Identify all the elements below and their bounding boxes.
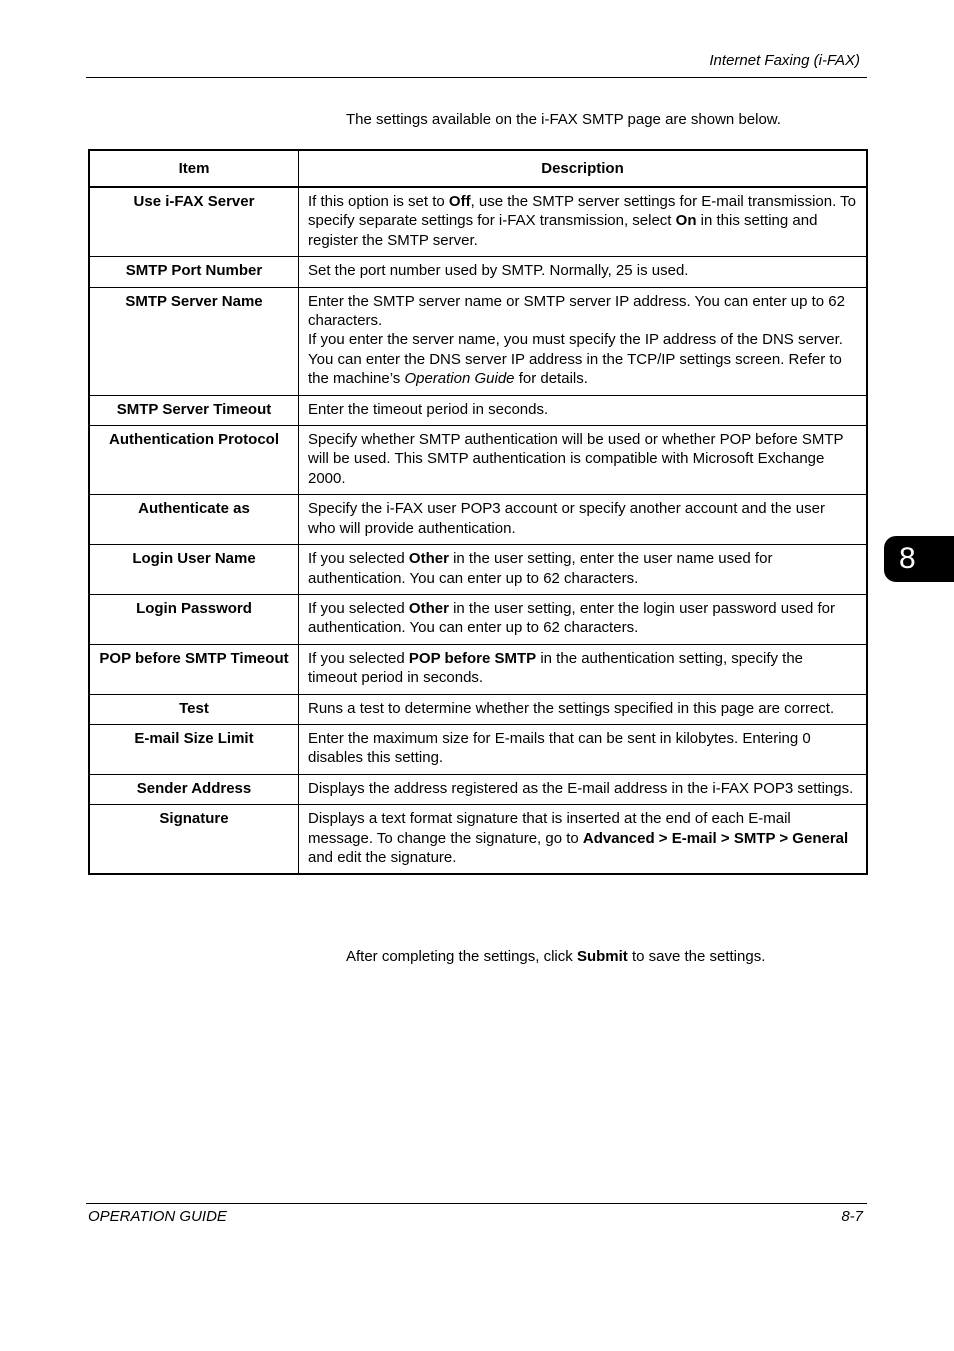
- text-run: , use the SMTP server settings for E-mail transmission. To specify separate settings for i-FAX transmission, select: [308, 193, 856, 230]
- footer-rule: [86, 1203, 867, 1204]
- running-header-title: Internet Faxing (i-FAX): [709, 52, 860, 69]
- setting-description: [299, 644, 868, 694]
- table-row: [89, 724, 867, 774]
- text-run: If you selected: [308, 649, 409, 667]
- column-header-description: Description: [299, 150, 868, 187]
- text-run: If this option is set to: [308, 193, 449, 210]
- italic-term: Operation Guide: [404, 370, 515, 388]
- footer-guide-title: OPERATION GUIDE: [88, 1208, 227, 1225]
- intro-text: The settings available on the i-FAX SMTP page are shown below.: [346, 111, 781, 128]
- bold-term: Other: [408, 550, 449, 568]
- text-run: Enter the maximum size for E-mails that can be sent in kilobytes. Entering 0 disables this setting.: [308, 729, 811, 767]
- text-run: and edit the signature.: [308, 848, 457, 866]
- setting-description: [299, 395, 868, 425]
- page-number: 8-7: [841, 1208, 863, 1225]
- setting-name: Test: [89, 694, 299, 724]
- text-run: for details.: [514, 370, 588, 388]
- setting-name: POP before SMTP Timeout: [89, 644, 299, 694]
- bold-term: On: [675, 212, 697, 230]
- text-run: to save the settings.: [627, 948, 766, 965]
- bold-term: Other: [408, 599, 449, 617]
- setting-description: [299, 257, 868, 287]
- table-row: [89, 774, 867, 804]
- setting-description: [299, 187, 868, 257]
- text-run: in the authentication setting, specify the timeout period in seconds.: [308, 649, 804, 687]
- setting-description: [299, 287, 868, 395]
- after-text: [346, 948, 765, 965]
- setting-name: Login Password: [89, 594, 299, 644]
- setting-description: [299, 495, 868, 545]
- text-run: Enter the timeout period in seconds.: [308, 400, 549, 418]
- setting-description: [299, 774, 868, 804]
- text-run: Enter the SMTP server name or SMTP server IP address. You can enter up to 62 characters.: [308, 292, 845, 330]
- bold-term: POP before SMTP: [408, 649, 537, 667]
- setting-description: [299, 805, 868, 875]
- text-run: Set the port number used by SMTP. Normally, 25 is used.: [308, 262, 689, 280]
- table-row: [89, 257, 867, 287]
- setting-description: [299, 724, 868, 774]
- table-row: [89, 545, 867, 595]
- setting-name: Authenticate as: [89, 495, 299, 545]
- text-run: in the user setting, enter the login user password used for authentication. You can enter up to 62 characters.: [308, 599, 835, 637]
- text-run: If you selected: [308, 550, 409, 568]
- setting-name: Sender Address: [89, 774, 299, 804]
- setting-description: [299, 594, 868, 644]
- text-run: Specify whether SMTP authentication will be used or whether POP before SMTP will be used. This SMTP authentication is compatible with Microsoft Exchange 2000.: [308, 431, 844, 487]
- text-run: After completing the settings, click: [346, 948, 577, 965]
- setting-name: Authentication Protocol: [89, 426, 299, 495]
- table-row: [89, 187, 867, 257]
- table-row: [89, 495, 867, 545]
- setting-name: Signature: [89, 805, 299, 875]
- setting-name: Login User Name: [89, 545, 299, 595]
- text-run: If you enter the server name, you must specify the IP address of the DNS server. You can enter the DNS server IP address in the TCP/IP settings screen. Refer to the machine’s: [308, 331, 843, 388]
- setting-name: SMTP Server Timeout: [89, 395, 299, 425]
- setting-name: SMTP Server Name: [89, 287, 299, 395]
- table-row: [89, 694, 867, 724]
- setting-description: [299, 426, 868, 495]
- table-row: [89, 426, 867, 495]
- table-row: [89, 287, 867, 395]
- text-run: Displays the address registered as the E-mail address in the i-FAX POP3 settings.: [308, 779, 854, 797]
- setting-description: [299, 545, 868, 595]
- bold-term: Submit: [576, 948, 628, 965]
- setting-description: [299, 694, 868, 724]
- text-run: Specify the i-FAX user POP3 account or specify another account and the user who will provide authentication.: [308, 500, 825, 537]
- text-run: Runs a test to determine whether the settings specified in this page are correct.: [308, 699, 835, 717]
- header-rule: [86, 77, 867, 78]
- text-run: Displays a text format signature that is inserted at the end of each E-mail message. To change the signature, go to: [308, 810, 791, 847]
- setting-name: E-mail Size Limit: [89, 724, 299, 774]
- table-row: [89, 805, 867, 875]
- bold-term: Off: [448, 193, 471, 210]
- text-run: If you selected: [308, 599, 409, 617]
- table-row: [89, 644, 867, 694]
- settings-table: [88, 149, 868, 875]
- chapter-tab: 8: [884, 536, 954, 582]
- bold-term: Advanced > E-mail > SMTP > General: [582, 829, 849, 847]
- text-run: in this setting and register the SMTP server.: [308, 212, 818, 249]
- table-header-row: [89, 150, 867, 187]
- table-row: [89, 594, 867, 644]
- table-row: [89, 395, 867, 425]
- text-run: in the user setting, enter the user name used for authentication. You can enter up to 62 characters.: [308, 550, 773, 587]
- setting-name: SMTP Port Number: [89, 257, 299, 287]
- setting-name: Use i-FAX Server: [89, 187, 299, 257]
- column-header-item: Item: [89, 150, 299, 187]
